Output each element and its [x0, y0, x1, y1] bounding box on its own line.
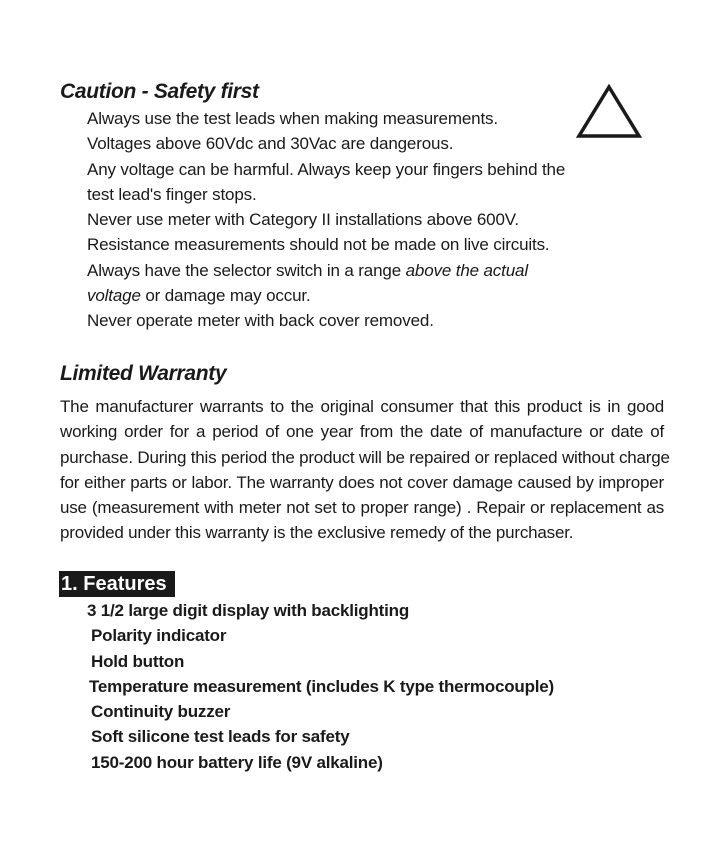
caution-line: Always use the test leads when making measurements. — [87, 109, 498, 128]
caution-heading: Caution - Safety first — [60, 80, 259, 103]
warranty-line: working order for a period of one year from the date of manufacture or date of — [60, 422, 664, 442]
features-list — [87, 598, 554, 775]
warranty-line: for either parts or labor. The warranty does not cover damage caused by improper — [60, 472, 664, 492]
caution-emphasis: voltage — [87, 286, 141, 306]
feature-item: Temperature measurement (includes K type thermocouple) — [89, 676, 555, 696]
warranty-paragraph — [60, 394, 670, 546]
features-heading: 1. Features — [59, 571, 175, 597]
caution-line: test lead's finger stops. — [87, 184, 257, 204]
caution-line — [87, 258, 565, 283]
feature-item: Continuity buzzer — [91, 702, 231, 722]
caution-emphasis: above the actual — [405, 260, 528, 280]
warranty-heading: Limited Warranty — [60, 362, 227, 385]
caution-line — [87, 283, 565, 308]
feature-item: Hold button — [91, 651, 185, 671]
caution-line: Voltages above 60Vdc and 30Vac are dangerous. — [87, 134, 454, 154]
caution-text: Always have the selector switch in a range — [87, 260, 406, 280]
warranty-line: provided under this warranty is the exclusive remedy of the purchaser. — [60, 523, 574, 543]
feature-item: Soft silicone test leads for safety — [91, 727, 350, 747]
feature-item: 3 1/2 large digit display with backlighting — [87, 601, 410, 620]
feature-item: 150-200 hour battery life (9V alkaline) — [91, 752, 383, 772]
warning-triangle-icon — [576, 84, 642, 140]
caution-list — [87, 106, 565, 334]
caution-line: Never use meter with Category II installations above 600V. — [87, 210, 519, 230]
caution-line: Any voltage can be harmful. Always keep your fingers behind the — [87, 159, 566, 179]
warranty-line: The manufacturer warrants to the original consumer that this product is in good — [60, 397, 664, 416]
warranty-line: purchase. During this period the product will be repaired or replaced without charge — [60, 447, 670, 467]
feature-item: Polarity indicator — [91, 626, 227, 646]
caution-text: or damage may occur. — [140, 286, 311, 306]
caution-line: Never operate meter with back cover removed. — [87, 311, 434, 331]
caution-line: Resistance measurements should not be made on live circuits. — [87, 235, 550, 255]
warranty-line: use (measurement with meter not set to proper range) . Repair or replacement as — [60, 498, 664, 518]
